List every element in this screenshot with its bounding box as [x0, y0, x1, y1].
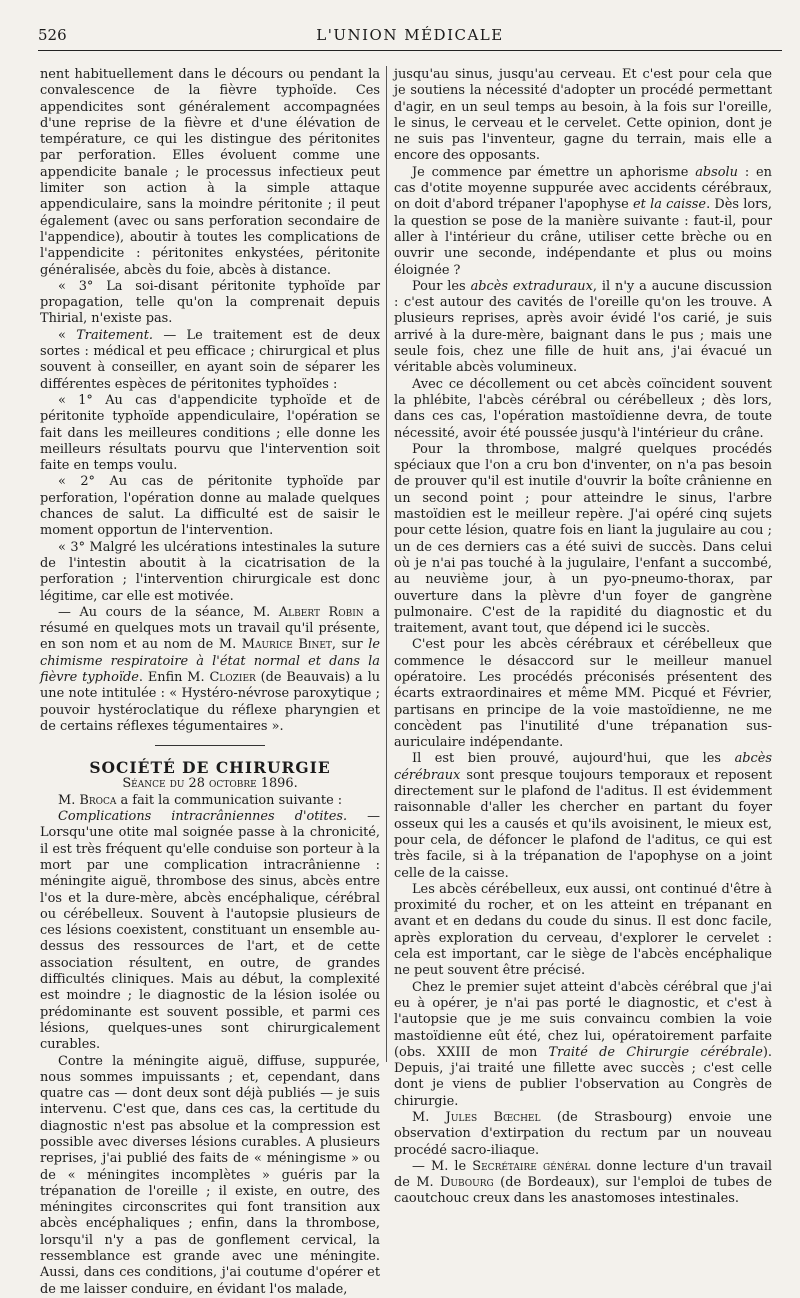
section-date: Séance du 28 octobre 1896.: [122, 776, 298, 792]
paragraph: Pour les abcès extraduraux, il n'y a aucune discussion : c'est autour des cavités de l'oreille qu'on les trouve. A plusieurs reprises, après avoir évidé l'os carié, je suis arrivé à la dure-mère, baignant dans le pus ; mais une seule fois, chez une fille de huit ans, j'ai évacué un véritable abcès volumineux.: [394, 278, 773, 376]
paragraph: Avec ce décollement ou cet abcès coïncident souvent la phlébite, l'abcès cérébral ou cérébelleux ; dès lors, dans ces cas, l'opération mastoïdienne devra, de toute nécessité, avoir été poussée jusqu'à l'intérieur du crâne.: [394, 376, 772, 441]
paragraph: « Traitement. — Le traitement est de deux sortes : médical et peu efficace ; chirurgical et plus souvent à conseiller, en ayant soin de séparer les différentes espèces de péritonites typhoïdes :: [40, 327, 381, 392]
paragraph: M. Broca a fait la communication suivante :: [58, 792, 343, 808]
paragraph: — Au cours de la séance, M. Albert Robin a résumé en quelques mots un travail qu'il présente, en son nom et au nom de M. Maurice Binet, sur le chimisme respiratoire à l'état normal et dans la fièvre typhoïde. Enfin M. Clozier (de Beauvais) a lu une note intitulée : « Hystéro-névrose paroxytique ; pouvoir hystéroclatique du réflexe pharyngien et de certains réflexes tégumentaires ».: [40, 604, 380, 734]
paragraph: Je commence par émettre un aphorisme absolu : en cas d'otite moyenne suppurée avec accidents cérébraux, on doit d'abord trépaner l'apophyse et la caisse. Dès lors, la question se pose de la manière suivante : faut-il, pour aller à l'intérieur du crâne, utiliser cette brèche ou en ouvrir une seconde, indépendante et plus ou moins éloignée ?: [394, 164, 773, 278]
right-column: [394, 67, 773, 1207]
paragraph: Pour la thrombose, malgré quelques procédés spéciaux que l'on a cru bon d'inventer, on n'a pas besoin de prouver qu'il est inutile d'ouvrir la boîte crânienne en un second point ; pour atteindre le sinus, l'arbre mastoïdien est le meilleur repère. J'ai opéré cinq sujets pour cette lésion, quatre fois en liant la jugulaire au cou ; un de ces derniers cas a été suivi de succès. Dans celui où je n'ai pas touché à la jugulaire, l'enfant a succombé, au neuvième jour, à un pyo-pneumo-thorax, par ouverture dans la plèvre d'un foyer de gangrène pulmonaire. C'est de la rapidité du diagnostic et du traitement, avant tout, que dépend ici le succès.: [394, 441, 772, 637]
page-number: 526: [38, 26, 67, 44]
paragraph: « 3° Malgré les ulcérations intestinales la suture de l'intestin aboutit à la cicatrisation de la perforation ; l'intervention chirurgicale est donc légitime, car elle est motivée.: [40, 539, 380, 604]
paragraph: Complications intracrâniennes d'otites. — Lorsqu'une otite mal soignée passe à la chronicité, il est très fréquent qu'elle conduise son porteur à la mort par une complication intracrânienne : méningite aiguë, thrombose des sinus, abcès entre l'os et la dure-mère, abcès encéphalique, cérébral ou cérébelleux. Souvent à l'autopsie plusieurs de ces lésions coexistent, constituant un ensemble au-dessus des ressources de l'art, et de cette association résultent, en outre, de grandes difficultés cliniques. Mais au début, la complexité est moindre ; le diagnostic de la lésion isolée ou prédominante est souvent possible, et parmi ces lésions, quelques-unes sont chirurgicalement curables.: [40, 809, 380, 1053]
paragraph: jusqu'au sinus, jusqu'au cerveau. Et c'est pour cela que je soutiens la nécessité d'adopter un procédé permettant d'agir, en un seul temps au besoin, à la fois sur l'oreille, le sinus, le cerveau et le cervelet. Cette opinion, dont je ne suis pas l'inventeur, gagne du terrain, mais elle a encore des opposants.: [394, 67, 772, 164]
running-title: L'UNION MÉDICALE: [316, 26, 504, 44]
section-title: SOCIÉTÉ DE CHIRURGIE: [89, 758, 331, 778]
paragraph: Contre la méningite aiguë, diffuse, suppurée, nous sommes impuissants ; et, cependant, dans quatre cas — dont deux sont déjà publiés — je suis intervenu. C'est que, dans ces cas, la certitude du diagnostic n'est pas absolue et la compression est possible avec diverses lésions curables. A plusieurs reprises, j'ai publié des faits de « méningisme » ou de « méningites incomplètes » guéris par la trépanation de l'oreille ; il existe, en outre, des méningites circonscrites qui font transition aux abcès encéphaliques ; enfin, dans la thrombose, lorsqu'il n'y a pas de gonflement cervical, la ressemblance est grande avec une méningite. Aussi, dans ces conditions, j'ai coutume d'opérer et de me laisser conduire, en évidant l'os malade,: [40, 1053, 380, 1297]
page-header: [38, 24, 782, 51]
paragraph: Chez le premier sujet atteint d'abcès cérébral que j'ai eu à opérer, je n'ai pas porté le diagnostic, et c'est à l'autopsie que je me suis convaincu combien la voie mastoïdienne eût été, chez lui, opératoirement parfaite (obs. XXIII de mon Traité de Chirurgie cérébrale). Depuis, j'ai traité une fillette avec succès ; c'est celle dont je viens de publier l'observation au Congrès de chirurgie.: [394, 979, 772, 1109]
paragraph: Il est bien prouvé, aujourd'hui, que les abcès cérébraux sont presque toujours temporaux et reposent directement sur le plafond de l'aditus. Il est évidemment raisonnable d'aller les chercher en partant du foyer osseux qui les a causés et qu'ils avoisinent, le mieux est, pour cela, de défoncer le plafond de l'aditus, ce qui est très facile, si à la trépanation de l'apophyse on a joint celle de la caisse.: [394, 751, 772, 881]
paragraph: nent habituellement dans le décours ou pendant la convalescence de la fièvre typhoïde. Ces appendicites sont généralement accompagnées d'une reprise de la fièvre et d'une élévation de température, ce qui les distingue des péritonites par perforation. Elles évoluent comme une appendicite banale ; le processus infectieux peut limiter son action à la simple attaque appendiculaire, sans la moindre péritonite ; il peut également (avec ou sans perforation secondaire de l'appendice), aboutir à toutes les complications de l'appendicite : péritonites enkystées, péritonite généralisée, abcès du foie, abcès à distance.: [40, 67, 380, 278]
section-divider: [155, 745, 265, 746]
paragraph: M. Jules Bœchel (de Strasbourg) envoie une observation d'extirpation du rectum par un nouveau procédé sacro-iliaque.: [394, 1110, 772, 1158]
column-rule: [386, 66, 387, 1062]
paragraph: « 3° La soi-disant péritonite typhoïde par propagation, telle qu'on la comprenait depuis Thirial, n'existe pas.: [40, 278, 380, 327]
paragraph: « 2° Au cas de péritonite typhoïde par perforation, l'opération donne au malade quelques chances de salut. La difficulté est de saisir le moment opportun de l'intervention.: [40, 474, 380, 539]
paragraph: Les abcès cérébelleux, eux aussi, ont continué d'être à proximité du rocher, et on les atteint en trépanant en avant et en dedans du coude du sinus. Il est donc facile, après exploration du cerveau, d'explorer le cervelet : cela est important, car le siège de l'abcès encéphalique ne peut souvent être précisé.: [394, 881, 772, 979]
left-column: [40, 67, 381, 1297]
paragraph: C'est pour les abcès cérébraux et cérébelleux que commence le désaccord sur le meilleur manuel opératoire. Les procédés préconisés présentent des écarts extraordinaires et même MM. Picqué et Février, partisans en principe de la voie mastoïdienne, ne me concèdent pas l'inutilité d'une trépanation sus-auriculaire indépendante.: [394, 637, 772, 751]
paragraph: — M. le Secrétaire général donne lecture d'un travail de M. Dubourg (de Bordeaux), sur l'emploi de tubes de caoutchouc creux dans les anastomoses intestinales.: [394, 1158, 772, 1207]
paragraph: « 1° Au cas d'appendicite typhoïde et de péritonite typhoïde appendiculaire, l'opération se fait dans les meilleures conditions ; elle donne les meilleurs résultats pourvu que l'intervention soit faite en temps voulu.: [40, 392, 380, 474]
